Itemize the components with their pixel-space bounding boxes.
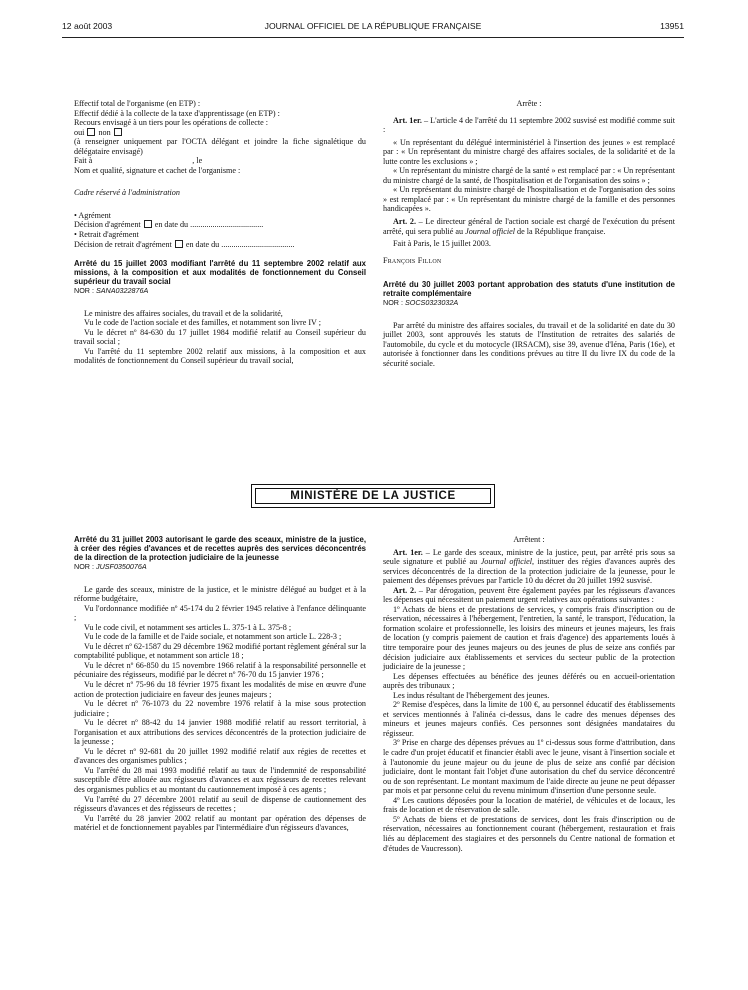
arrete-1-arrete-label: Arrête : — [516, 99, 542, 108]
arrete-3-item: Les indus résultant de l'hébergement des jeunes. — [393, 690, 550, 700]
form-line: Effectif total de l'organisme (en ETP) : — [74, 99, 201, 108]
decision-agrement: Décision d'agrément en date du .................................... — [74, 220, 264, 230]
arrete-1-article-1: Art. 1er. – L'article 4 de l'arrêté du 11 septembre 2002 susvisé est modifié comme suit : — [383, 115, 675, 135]
arrete-1-fait: Fait à Paris, le 15 juillet 2003. — [393, 239, 491, 249]
arrete-3-item: 3º Prise en charge des dépenses prévues au 1º ci-dessus sous forme d'attribution, dans le cadre d'un projet éducatif et financier établi avec le jeune, visant à l'insertion sociale et à l'autonomie du jeune majeur ou du jeune de plus de seize ans confié par décision judiciaire, dont le montant fait l'objet d'une autorisation du chef du service déconcentré ou de son représentant. Le montant maximum de l'aide directe au jeune ne peut dépasser par mois et par personne celui du revenu minimum d'insertion d'une personne seule. — [383, 738, 675, 796]
arrete-1-quote: « Un représentant du délégué interministériel à l'insertion des jeunes » est remplacé par : « Un représentant du ministre chargé des affaires sociales, de la solidarité et de la lutte contre les exclusions » ; — [383, 137, 675, 166]
decision-retrait: Décision de retrait d'agrément en date du .................................... — [74, 239, 295, 249]
form-fait-a: Fait à , le — [74, 156, 203, 166]
arrete-3-para: Vu l'arrêté du 28 janvier 2002 relatif au montant par opération des dépenses de matériel et de fonctionnement payables par l'intermédiaire d'un régisseurs d'avances, — [74, 813, 366, 833]
arrete-1-para: Vu l'arrêté du 11 septembre 2002 relatif aux missions, à la composition et aux modalités de fonctionnement du Conseil supérieur du travail social, — [74, 346, 366, 366]
arrete-3-para: Vu l'ordonnance modifiée nº 45-174 du 2 février 1945 relative à l'enfance délinquante ; — [74, 603, 366, 623]
page-header — [62, 21, 684, 33]
checkbox-retrait[interactable] — [175, 240, 183, 248]
arrete-1-article-2: Art. 2. – Le directeur général de l'action sociale est chargé de l'exécution du présent arrêté, qui sera publié au Journal officiel de la République française. — [383, 217, 675, 236]
arrete-3-item: 4º Les cautions déposées pour la location de matériel, de véhicules et de locaux, les frais de location et de réservation de salle. — [383, 795, 675, 815]
column-bottom-left — [74, 535, 366, 833]
arrete-3-item: Les dépenses effectuées au bénéfice des jeunes déférés ou en accueil-orientation auprès des tribunaux ; — [383, 671, 675, 691]
arrete-3-para: Vu le décret nº 75-96 du 18 février 1975 fixant les modalités de mise en œuvre d'une action de protection judiciaire en faveur des jeunes majeurs ; — [74, 680, 366, 699]
arrete-3-para: Vu le code civil, et notamment ses articles L. 375-1 à L. 375-8 ; — [84, 622, 292, 632]
header-journal-title: JOURNAL OFFICIEL DE LA RÉPUBLIQUE FRANÇAISE — [264, 21, 482, 31]
header-rule — [62, 37, 684, 38]
column-bottom-right — [383, 535, 675, 853]
form-line: (à renseigner uniquement par l'OCTA délégant et joindre la fiche signalétique du délégataire envisagé) — [74, 137, 366, 156]
arrete-1-nor: NOR : SANA0322876A — [74, 286, 149, 296]
arrete-1-para: Vu le décret nº 84-630 du 17 juillet 1984 modifié relatif au Conseil supérieur du travail social ; — [74, 327, 366, 347]
form-line: Nom et qualité, signature et cachet de l'organisme : — [74, 165, 241, 175]
form-line: Recours envisagé à un tiers pour les opérations de collecte : — [74, 118, 269, 128]
arrete-2-nor: NOR : SOCS0323032A — [383, 298, 459, 308]
ministry-title: MINISTÈRE DE LA JUSTICE — [255, 488, 491, 504]
arrete-3-article-1: Art. 1er. – Le garde des sceaux, ministre de la justice, peut, par arrêté pris sous sa seule signature et publié au Journal officiel, instituer des régies d'avances auprès des services déconcentrés de la direction de la protection judiciaire de la jeunesse, pour le paiement des dépenses prévues par l'article 10 du décret du 20 juillet 1992 susvisé. — [383, 547, 675, 586]
arrete-3-para: Vu le décret nº 66-850 du 15 novembre 1966 relatif à la responsabilité personnelle et pécuniaire des régisseurs, modifié par le décret nº 76-70 du 15 janvier 1976 ; — [74, 660, 366, 680]
arrete-3-para: Vu le décret nº 92-681 du 20 juillet 1992 modifié relatif aux régies de recettes et d'avances des organismes publics ; — [74, 746, 366, 766]
arrete-2-body: Par arrêté du ministre des affaires sociales, du travail et de la solidarité en date du 30 juillet 2003, sont approuvés les statuts de l'Institution de retraites des salariés de l'automobile, du cycle et du motocycle (IRSACM), sise 39, avenue d'Iéna, Paris (16e), et autorisée à fonctionner dans les conditions prévues au titre II du livre IX du code de la sécurité sociale. — [383, 320, 675, 368]
arrete-3-item: 5º Achats de biens et de prestations de services, dont les frais d'inscription ou de réservation, nécessaires au fonctionnement courant (hébergement, restauration et frais liés au déplacement des stagiaires et des personnels du Centre national de formation et d'études de Vaucresson). — [383, 814, 675, 853]
arrete-3-para: Vu le décret nº 88-42 du 14 janvier 1988 modifié relatif au ressort territorial, à l'organisation et aux attributions des services déconcentrés de la protection judiciaire de la jeunesse ; — [74, 718, 366, 747]
checkbox-agrement[interactable] — [144, 220, 152, 228]
checkbox-oui[interactable] — [87, 128, 95, 136]
arrete-3-para: Vu l'arrêté du 28 mai 1993 modifié relatif au taux de l'indemnité de responsabilité susceptible d'être allouée aux régisseurs d'avances et aux régisseurs de recettes relevant des organismes publics et au montant du cautionnement imposé à ces agents ; — [74, 765, 366, 795]
arrete-3-item: 1º Achats de biens et de prestations de services, y compris frais d'inscription ou de réservation, nécessaires à l'hébergement, l'entretien, la santé, le transport, l'éducation, la formation scolaire et professionnelle, les loisirs des mineurs et jeunes majeurs, les frais de location (y compris paiement de caution et frais d'agence) des appartements loués à titre temporaire pour des jeunes majeurs ou des jeunes de plus de seize ans confiés par décision judiciaire aux établissements et services du secteur public de la protection judiciaire de la jeunesse ; — [383, 604, 675, 672]
header-page-number: 13951 — [660, 21, 684, 31]
column-top-left — [74, 99, 366, 366]
arrete-3-para: Vu le décret nº 62-1587 du 29 décembre 1962 modifié portant règlement général sur la comptabilité publique, et notamment son article 18 ; — [74, 641, 366, 661]
arrete-1-quote: « Un représentant du ministre chargé de la santé » est remplacé par : « Un représentant du ministre chargé de la santé, de l'hospitalisation et de l'organisation des soins » ; — [383, 166, 675, 185]
arrete-3-para: Le garde des sceaux, ministre de la justice, et le ministre délégué au budget et à la réforme budgétaire, — [74, 584, 366, 604]
arrete-1-para: Le ministre des affaires sociales, du travail et de la solidarité, — [84, 308, 283, 318]
retrait-label: • Retrait d'agrément — [74, 230, 139, 240]
arrete-3-para: Vu le décret nº 76-1073 du 22 novembre 1976 relatif à la mise sous protection judiciaire ; — [74, 699, 366, 718]
arrete-2-title: Arrêté du 30 juillet 2003 portant approbation des statuts d'une institution de retraite complémentaire — [383, 280, 675, 299]
arrete-3-arretent: Arrêtent : — [513, 535, 545, 544]
form-oui-non: oui non — [74, 128, 366, 138]
arrete-3-article-2: Art. 2. – Par dérogation, peuvent être également payées par les régisseurs d'avances les dépenses qui nécessitent un paiement urgent relatives aux opérations suivantes : — [383, 585, 676, 605]
arrete-3-item: 2º Remise d'espèces, dans la limite de 100 €, au personnel éducatif des établissements et services mentionnés à l'alinéa ci-dessus, dans le cadre des menues dépenses des mineurs et jeunes majeurs confiés. Ces personnes sont désignées mandataires du régisseur. — [383, 700, 675, 738]
header-date: 12 août 2003 — [62, 21, 113, 31]
agrement-label: • Agrément — [74, 210, 111, 220]
cadre-administration: Cadre réservé à l'administration — [74, 188, 180, 198]
arrete-1-signature: François Fillon — [383, 255, 442, 265]
arrete-3-para: Vu l'arrêté du 27 décembre 2001 relatif au seuil de dispense de cautionnement des régisseurs d'avances et des régisseurs de recettes ; — [74, 794, 366, 814]
checkbox-non[interactable] — [114, 128, 122, 136]
column-top-right — [383, 99, 675, 368]
arrete-3-nor: NOR : JUSF0350076A — [74, 562, 147, 571]
arrete-1-quote: « Un représentant du ministre chargé de l'hospitalisation et de l'organisation des soins » est remplacé par : « Un représentant du ministre chargé de la famille et des personnes handicapées ». — [383, 185, 675, 214]
form-line: Effectif dédié à la collecte de la taxe d'apprentissage (en ETP) : — [74, 108, 280, 118]
arrete-1-title: Arrêté du 15 juillet 2003 modifiant l'arrêté du 11 septembre 2002 relatif aux missions, à la composition et aux modalités de fonctionnement du Conseil supérieur du travail social — [74, 259, 366, 287]
arrete-3-para: Vu le code de la famille et de l'aide sociale, et notamment son article L. 228-3 ; — [84, 632, 342, 642]
arrete-3-title: Arrêté du 31 juillet 2003 autorisant le garde des sceaux, ministre de la justice, à créer des régies d'avances et de recettes auprès des services déconcentrés de la direction de la protection judiciaire de la jeunesse — [74, 535, 366, 562]
arrete-1-para: Vu le code de l'action sociale et des familles, et notamment son livre IV ; — [84, 318, 322, 328]
ministry-banner — [251, 484, 495, 508]
